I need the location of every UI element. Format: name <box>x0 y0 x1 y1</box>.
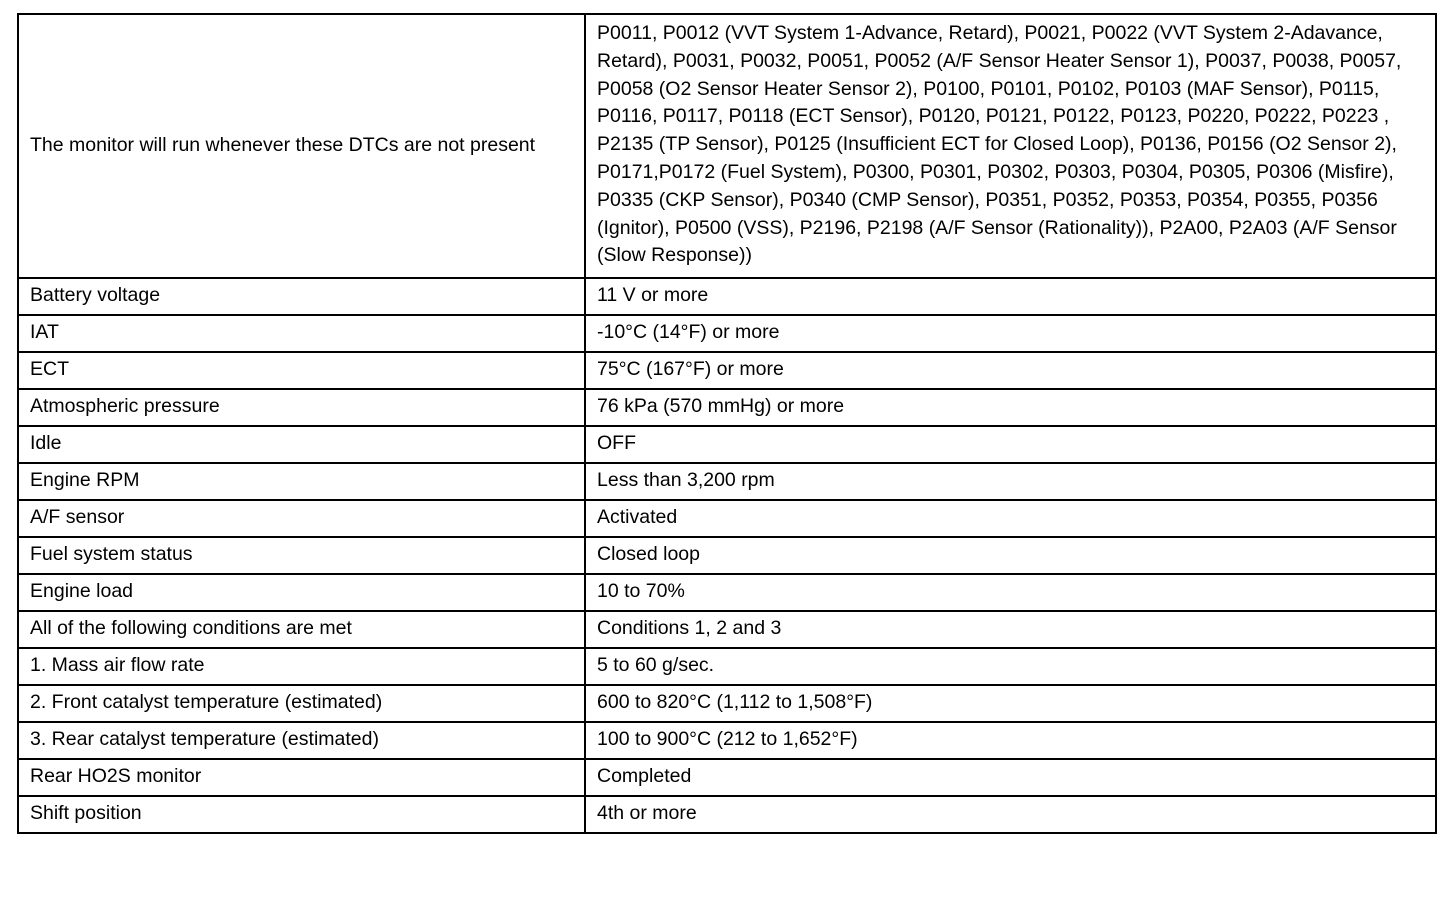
condition-cell: The monitor will run whenever these DTCs are not present <box>18 14 585 278</box>
condition-cell: Fuel system status <box>18 537 585 574</box>
monitor-conditions-table <box>17 13 1437 834</box>
condition-cell: All of the following conditions are met <box>18 611 585 648</box>
table-row <box>18 389 1436 426</box>
value-cell: Less than 3,200 rpm <box>585 463 1436 500</box>
condition-cell: Idle <box>18 426 585 463</box>
value-cell: 100 to 900°C (212 to 1,652°F) <box>585 722 1436 759</box>
table-row <box>18 796 1436 833</box>
table-row <box>18 648 1436 685</box>
table-row <box>18 574 1436 611</box>
table-row <box>18 722 1436 759</box>
value-cell: 76 kPa (570 mmHg) or more <box>585 389 1436 426</box>
condition-cell: Battery voltage <box>18 278 585 315</box>
value-cell: 5 to 60 g/sec. <box>585 648 1436 685</box>
condition-cell: Shift position <box>18 796 585 833</box>
table-row-dtc-exclusions <box>18 14 1436 278</box>
value-cell: Closed loop <box>585 537 1436 574</box>
condition-cell: 3. Rear catalyst temperature (estimated) <box>18 722 585 759</box>
condition-cell: Atmospheric pressure <box>18 389 585 426</box>
table-row <box>18 463 1436 500</box>
condition-cell: 2. Front catalyst temperature (estimated) <box>18 685 585 722</box>
value-cell: P0011, P0012 (VVT System 1-Advance, Retard), P0021, P0022 (VVT System 2-Adavance, Retard), P0031, P0032, P0051, P0052 (A/F Sensor Heater Sensor 1), P0037, P0038, P0057, P0058 (O2 Sensor Heater Sensor 2), P0100, P0101, P0102, P0103 (MAF Sensor), P0115, P0116, P0117, P0118 (ECT Sensor), P0120, P0121, P0122, P0123, P0220, P0222, P0223 , P2135 (TP Sensor), P0125 (Insufficient ECT for Closed Loop), P0136, P0156 (O2 Sensor 2), P0171,P0172 (Fuel System), P0300, P0301, P0302, P0303, P0304, P0305, P0306 (Misfire), P0335 (CKP Sensor), P0340 (CMP Sensor), P0351, P0352, P0353, P0354, P0355, P0356 (Ignitor), P0500 (VSS), P2196, P2198 (A/F Sensor (Rationality)), P2A00, P2A03 (A/F Sensor (Slow Response)) <box>585 14 1436 278</box>
value-cell: 10 to 70% <box>585 574 1436 611</box>
value-cell: 75°C (167°F) or more <box>585 352 1436 389</box>
table-row <box>18 315 1436 352</box>
value-cell: 600 to 820°C (1,112 to 1,508°F) <box>585 685 1436 722</box>
value-cell: Activated <box>585 500 1436 537</box>
value-cell: Conditions 1, 2 and 3 <box>585 611 1436 648</box>
table-row <box>18 352 1436 389</box>
table-row <box>18 500 1436 537</box>
value-cell: 4th or more <box>585 796 1436 833</box>
condition-cell: Rear HO2S monitor <box>18 759 585 796</box>
value-cell: OFF <box>585 426 1436 463</box>
table-row <box>18 278 1436 315</box>
table-row <box>18 759 1436 796</box>
value-cell: Completed <box>585 759 1436 796</box>
condition-cell: Engine RPM <box>18 463 585 500</box>
condition-cell: Engine load <box>18 574 585 611</box>
table-row <box>18 537 1436 574</box>
table-row <box>18 611 1436 648</box>
table-row <box>18 685 1436 722</box>
condition-cell: ECT <box>18 352 585 389</box>
table-row <box>18 426 1436 463</box>
condition-cell: A/F sensor <box>18 500 585 537</box>
value-cell: -10°C (14°F) or more <box>585 315 1436 352</box>
condition-cell: 1. Mass air flow rate <box>18 648 585 685</box>
value-cell: 11 V or more <box>585 278 1436 315</box>
condition-cell: IAT <box>18 315 585 352</box>
